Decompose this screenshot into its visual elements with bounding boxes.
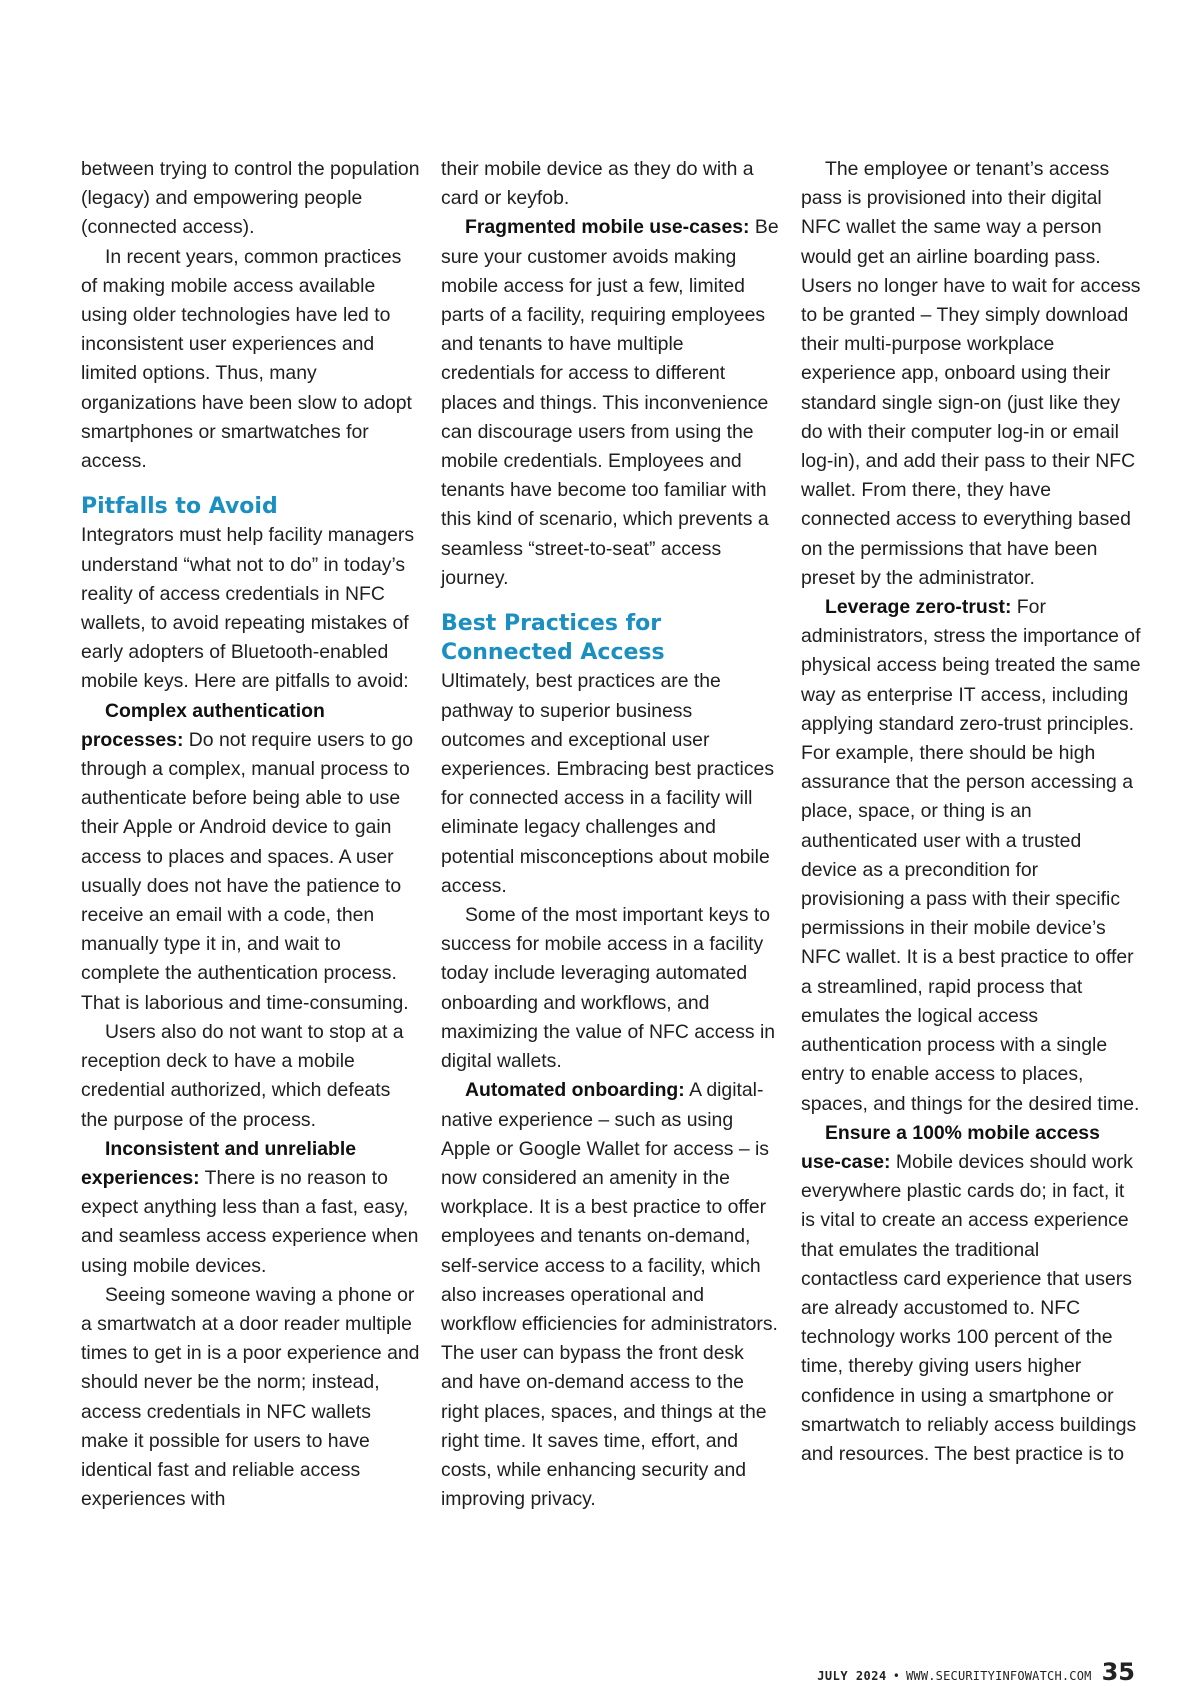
paragraph-body: For administrators, stress the importance of physical access being treated the same way as enterprise IT access, including applying standard zero-trust principles. For example, there should be high assurance that the person accessing a place, space, or thing is an authenticated user with a trusted device as a precondition for provisioning a pass with their specific permissions in their mobile device’s NFC wallet. It is a best practice to offer a streamlined, rapid process that emulates the logical access authentication process with a single entry to enable access to places, spaces, and things for the desired time. (801, 596, 1141, 1115)
paragraph: their mobile device as they do with a card or keyfob. (441, 158, 754, 210)
paragraph-body: Mobile devices should work everywhere plastic cards do; in fact, it is vital to create an access experience that emulates the traditional contactless card experience that users are already accustomed to. NFC technology works 100 percent of the time, thereby giving users higher confidence in using a smartphone or smartwatch to reliably access buildings and resources. The best practice is to (801, 1150, 1137, 1465)
run-in-heading: Automated onboarding: (465, 1079, 685, 1102)
run-in-heading: Inconsistent and unreliable experiences: (81, 1137, 357, 1189)
paragraph: Ultimately, best practices are the pathway to superior business outcomes and exceptional user experiences. Embracing best practices for connected access in a facility will eliminate legacy challenges and potential misconceptions about mobile access. (441, 670, 775, 897)
paragraph-body: A digital-native experience – such as using Apple or Google Wallet for access – is now considered an amenity in the workplace. It is a best practice to offer employees and tenants on-demand, self-service access to a facility, which also increases operational and workflow efficiencies for administrators. The user can bypass the front desk and have on-demand access to the right places, spaces, and things at the right time. It saves time, effort, and costs, while enhancing security and improving privacy. (441, 1079, 778, 1511)
section-heading-best-practices: Best Practices for Connected Access (441, 611, 665, 666)
paragraph (801, 593, 1141, 1119)
issue-date: JULY 2024 (817, 1669, 887, 1683)
paragraph (441, 213, 781, 593)
paragraph-body: There is no reason to expect anything less than a fast, easy, and seamless access experience when using mobile devices. (81, 1166, 419, 1277)
paragraph: Seeing someone waving a phone or a smartwatch at a door reader multiple times to get in is a poor experience and should never be the norm; instead, access credentials in NFC wallets make it possible for users to have identical fast and reliable access experiences with (81, 1283, 420, 1511)
paragraph-body: Be sure your customer avoids making mobile access for just a few, limited parts of a facility, requiring employees and tenants to have multiple credentials for access to different places and things. This inconvenience can discourage users from using the mobile credentials. Employees and tenants have become too familiar with this kind of scenario, which prevents a seamless “street-to-seat” access journey. (441, 216, 779, 589)
paragraph: The employee or tenant’s access pass is provisioned into their digital NFC wallet the same way a person would get an airline boarding pass. Users no longer have to wait for access to be granted – They simply download their multi-purpose workplace experience app, onboard using their standard single sign-on (just like they do with their computer log-in or email log-in), and add their pass to their NFC wallet. From there, they have connected access to everything based on the permissions that have been preset by the administrator. (801, 158, 1141, 589)
paragraph: In recent years, common practices of making mobile access available using older technologies have led to inconsistent user experiences and limited options. Thus, many organizations have been slow to adopt smartphones or smartwatches for access. (81, 245, 412, 473)
run-in-heading: Fragmented mobile use-cases: (465, 216, 750, 239)
section-heading-pitfalls: Pitfalls to Avoid (81, 494, 278, 520)
run-in-heading: Leverage zero-trust: (825, 596, 1012, 619)
website-url: WWW.SECURITYINFOWATCH.COM (905, 1669, 1092, 1683)
article-column-1 (81, 155, 421, 1514)
paragraph: between trying to control the population (legacy) and empowering people (connected access). (81, 158, 420, 239)
separator-dot: • (892, 1669, 900, 1683)
run-in-heading: Ensure a 100% mobile access use-case: (801, 1121, 1100, 1173)
page-number: 35 (1101, 1658, 1135, 1686)
article-column-2 (441, 155, 781, 1514)
paragraph (441, 1076, 781, 1514)
paragraph (801, 1119, 1141, 1469)
paragraph: Users also do not want to stop at a reception deck to have a mobile credential authorized, which defeats the purpose of the process. (81, 1020, 404, 1131)
article-column-3 (801, 155, 1141, 1469)
paragraph: Some of the most important keys to success for mobile access in a facility today include leveraging automated onboarding and workflows, and maximizing the value of NFC access in digital wallets. (441, 904, 776, 1073)
paragraph (81, 1135, 421, 1281)
paragraph (81, 697, 421, 1018)
page-footer (817, 1658, 1135, 1686)
paragraph-body: Do not require users to go through a complex, manual process to authenticate before being able to use their Apple or Android device to gain access to places and spaces. A user usually does not have the patience to receive an email with a code, then manually type it in, and wait to complete the authentication process. That is laborious and time-consuming. (81, 728, 413, 1014)
paragraph: Integrators must help facility managers understand “what not to do” in today’s reality of access credentials in NFC wallets, to avoid repeating mistakes of early adopters of Bluetooth-enabled mobile keys. Here are pitfalls to avoid: (81, 524, 415, 693)
run-in-heading: Complex authentication processes: (81, 699, 325, 751)
